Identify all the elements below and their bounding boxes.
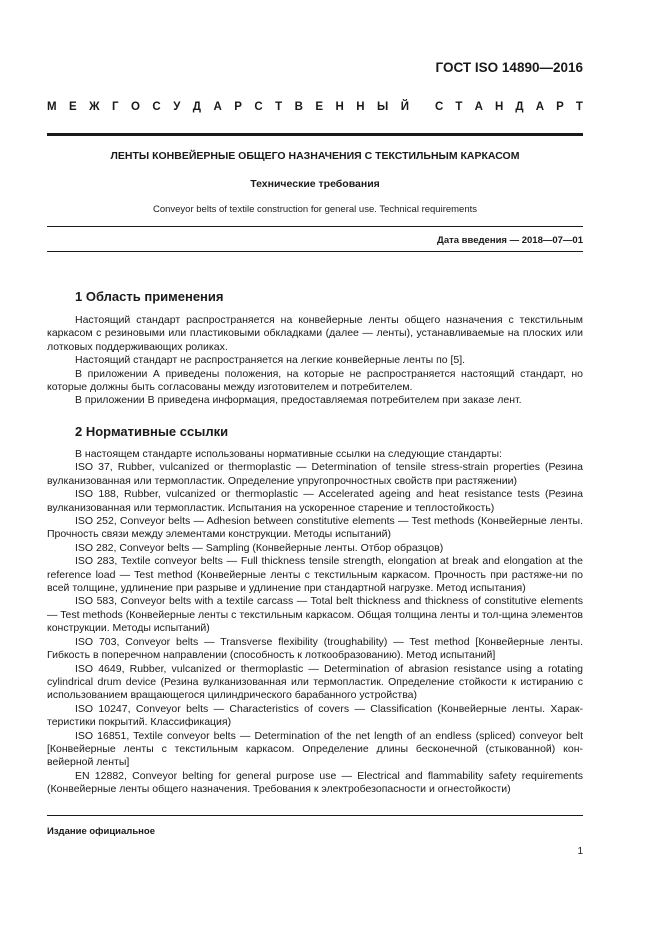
page-number: 1 bbox=[577, 846, 583, 857]
section-normative-references bbox=[47, 424, 583, 797]
reference-entry: ISO 283, Textile conveyor belts — Full thickness tensile strength, elongation at break and elongation at the reference load — Test method (Конвейерные ленты с текстильным каркасом. Прочность при растяже-ни по всей толщине, удлинение при разрыве и удлинение при стандартной нагрузке. Метод испытания) bbox=[47, 555, 583, 595]
header-rule bbox=[47, 133, 583, 136]
reference-entry: ISO 37, Rubber, vulcanized or thermoplastic — Determination of tensile stress-strain properties (Резина вулканизованная или термопластик. Определение упругопрочностных свойств при растяжении) bbox=[47, 461, 583, 487]
reference-entry: ISO 703, Conveyor belts — Transverse flexibility (troughability) — Test method [Конвейерные ленты. Гибкость в поперечном направлении (способность к лоткообразованию). Метод испытаний] bbox=[47, 635, 583, 662]
reference-entry: EN 12882, Conveyor belting for general purpose use — Electrical and flammability safety requirements (Конвейерные ленты общего назначения. Требования к электробезопасности и огнестойкости) bbox=[47, 769, 583, 796]
reference-entry: ISO 10247, Conveyor belts — Characteristics of covers — Classification (Конвейерные ленты. Харак-теристики покрытий. Классификация) bbox=[47, 702, 583, 729]
reference-entry: ISO 188, Rubber, vulcanized or thermoplastic — Accelerated ageing and heat resistance tests (Резина вулканизованная или термопластик. Испытания на ускоренное старение и теплостойкость) bbox=[47, 488, 583, 514]
paragraph: В приложении А приведены положения, на которые не распространяется настоящий стандарт, но которые должны быть согласованы между изготовителем и потребителем. bbox=[47, 367, 583, 394]
section-heading: 1 Область применения bbox=[75, 289, 224, 304]
date-rule bbox=[47, 251, 583, 252]
document-title-english: Conveyor belts of textile construction for general use. Technical requirements bbox=[152, 204, 478, 215]
document-subtitle: Технические требования bbox=[250, 178, 380, 190]
document-title: ЛЕНТЫ КОНВЕЙЕРНЫЕ ОБЩЕГО НАЗНАЧЕНИЯ С ТЕКСТИЛЬНЫМ КАРКАСОМ bbox=[110, 150, 520, 162]
reference-entry: ISO 16851, Textile conveyor belts — Determination of the net length of an endless (spliced) conveyor belt [Конвейерные ленты с текстильным каркасом. Определение длины бесконечной (стыкованной) кон-вейерной ленты] bbox=[47, 729, 583, 769]
document-number: ГОСТ ISO 14890—2016 bbox=[435, 60, 583, 75]
standard-type-word-2: С Т А Н Д А Р Т bbox=[435, 101, 583, 113]
paragraph: В приложении В приведена информация, предоставляемая потребителем при заказе лент. bbox=[75, 394, 522, 407]
paragraph: Настоящий стандарт не распространяется на легкие конвейерные ленты по [5]. bbox=[75, 354, 466, 367]
section-scope bbox=[47, 289, 583, 408]
official-edition-note: Издание официальное bbox=[47, 826, 155, 837]
title-rule bbox=[47, 226, 583, 227]
reference-entry: ISO 4649, Rubber, vulcanized or thermoplastic — Determination of abrasion resistance using a rotating cylindrical drum device (Резина вулканизованная или термопластик. Определение стойкости к истиранию с использованием вращающегося цилиндрического барабанного устройства) bbox=[47, 662, 583, 702]
reference-entry: ISO 282, Conveyor belts — Sampling (Конвейерные ленты. Отбор образцов) bbox=[75, 541, 444, 554]
reference-entry: ISO 252, Conveyor belts — Adhesion between constitutive elements — Test methods (Конвейерные ленты. Прочность связи между элементами конструкции. Методы испытаний) bbox=[47, 515, 583, 541]
standard-type-word-1: М Е Ж Г О С У Д А Р С Т В Е Н Н Ы Й bbox=[47, 101, 409, 113]
reference-entry: ISO 583, Conveyor belts with a textile carcass — Total belt thickness and thickness of constitutive elements — Test methods (Конвейерные ленты с текстильным каркасом. Общая толщина ленты и тол-щина элементов конструкции. Методы испытаний) bbox=[47, 595, 583, 635]
standard-type-heading bbox=[47, 101, 583, 113]
paragraph: В настоящем стандарте использованы нормативные ссылки на следующие стандарты: bbox=[75, 448, 502, 460]
section-heading: 2 Нормативные ссылки bbox=[75, 424, 229, 439]
introduction-date: Дата введения — 2018—07—01 bbox=[437, 235, 583, 246]
footer-rule bbox=[47, 815, 583, 816]
paragraph: Настоящий стандарт распространяется на конвейерные ленты общего назначения с текстильным каркасом с резиновыми или пластиковыми обкладками (далее — ленты), устанавливаемые на плоских или лотковых поддерживающих роликах. bbox=[47, 314, 583, 353]
